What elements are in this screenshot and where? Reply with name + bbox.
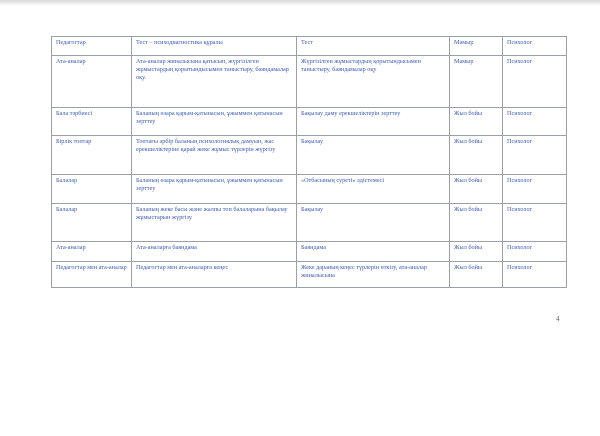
activity-cell: Ата-аналарға баяндама: [132, 242, 297, 262]
period-cell: Мамыр: [450, 56, 503, 108]
responsible-cell: Психолог: [503, 262, 567, 288]
table-row: [52, 136, 567, 175]
table-row: [52, 204, 567, 242]
responsible-cell: Психолог: [503, 204, 567, 242]
target-group-cell: Ата-аналар: [52, 242, 132, 262]
work-plan-table: [51, 36, 567, 288]
page-number: 4: [556, 315, 560, 323]
table-row: [52, 56, 567, 108]
table-row: [52, 262, 567, 288]
method-cell: «Отбасының суреті» әдістемесі: [297, 175, 450, 204]
period-cell: Жыл бойы: [450, 242, 503, 262]
activity-cell: Тест – психодиагностика құралы: [132, 37, 297, 56]
activity-cell: Педагогтар мен ата-аналарға кеңес: [132, 262, 297, 288]
target-group-cell: Ата-аналар: [52, 56, 132, 108]
activity-cell: Баланың өзара қарым-қатынасын, ұжыммен қатынасын зерттеу: [132, 175, 297, 204]
method-cell: Жеке дараның кеңес түрлерін өткізу, ата-аналар жиналысына: [297, 262, 450, 288]
target-group-cell: Бірлік топтар: [52, 136, 132, 175]
period-cell: Жыл бойы: [450, 175, 503, 204]
target-group-cell: Балалар: [52, 175, 132, 204]
activity-cell: Топтағы әрбір баланың психологиялық дамуын, жас ерекшеліктеріне қарай жеке жұмыс түрлерін жүргізу: [132, 136, 297, 175]
responsible-cell: Психолог: [503, 242, 567, 262]
method-cell: Бақылау: [297, 136, 450, 175]
table-row: [52, 37, 567, 56]
period-cell: Жыл бойы: [450, 136, 503, 175]
responsible-cell: Психолог: [503, 108, 567, 136]
responsible-cell: Психолог: [503, 175, 567, 204]
period-cell: Жыл бойы: [450, 262, 503, 288]
method-cell: Тест: [297, 37, 450, 56]
responsible-cell: Психолог: [503, 56, 567, 108]
table-row: [52, 242, 567, 262]
target-group-cell: Бала тәрбиесі: [52, 108, 132, 136]
responsible-cell: Психолог: [503, 136, 567, 175]
period-cell: Жыл бойы: [450, 204, 503, 242]
method-cell: Бақылау даму ерекшеліктерін зерттеу: [297, 108, 450, 136]
activity-cell: Баланың жеке басы және жалпы топ балаларына бақылау жұмыстарын жүргізу: [132, 204, 297, 242]
method-cell: Бақылау: [297, 204, 450, 242]
method-cell: Жүргізілген жұмыстардың қорытындысымен таныстыру, баяндамалар оқу: [297, 56, 450, 108]
period-cell: Жыл бойы: [450, 108, 503, 136]
method-cell: Баяндама: [297, 242, 450, 262]
target-group-cell: Балалар: [52, 204, 132, 242]
scan-top-edge: [0, 0, 600, 6]
table-row: [52, 175, 567, 204]
target-group-cell: Педагогтар мен ата-аналар: [52, 262, 132, 288]
activity-cell: Баланың өзара қарым-қатынасын, ұжыммен қатынасын зерттеу: [132, 108, 297, 136]
table-row: [52, 108, 567, 136]
responsible-cell: Психолог: [503, 37, 567, 56]
target-group-cell: Педагогтар: [52, 37, 132, 56]
period-cell: Мамыр: [450, 37, 503, 56]
activity-cell: Ата-аналар жиналысына қатысып, жүргізілген жұмыстардың қорытындысымен таныстыру, баяндамалар оқу.: [132, 56, 297, 108]
